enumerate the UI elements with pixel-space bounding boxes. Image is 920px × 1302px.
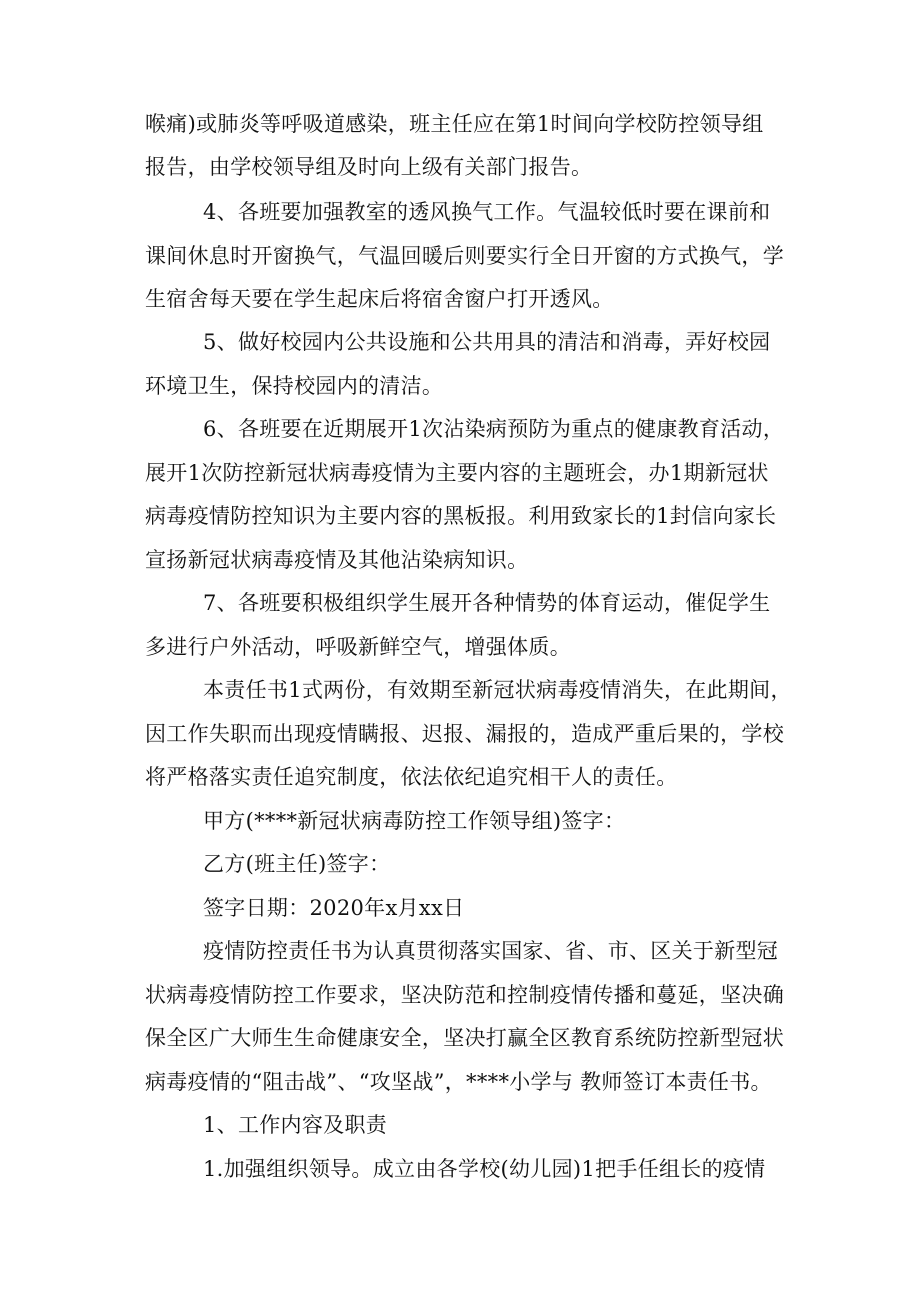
text-line: 宣扬新冠状病毒疫情及其他沾染病知识。 [145, 548, 529, 572]
text-line: 疫情防控责任书为认真贯彻落实国家、省、市、区关于新型冠 [203, 939, 779, 963]
text-line: 因工作失职而出现疫情瞒报、迟报、漏报的，造成严重后果的，学校 [145, 722, 784, 746]
text-line: 报告，由学校领导组及时向上级有关部门报告。 [145, 155, 593, 179]
text-line: 病毒疫情防控知识为主要内容的黑板报。利用致家长的1封信向家长 [145, 504, 777, 528]
text-line: 课间休息时开窗换气，气温回暖后则要实行全日开窗的方式换气，学 [145, 244, 784, 268]
text-line: 展开1次防控新冠状病毒疫情为主要内容的主题班会，办1期新冠状 [145, 461, 769, 485]
text-line: 5、做好校园内公共设施和公共用具的清洁和消毒，弄好校园 [203, 330, 771, 354]
text-line: 喉痛)或肺炎等呼吸道感染，班主任应在第1时间向学校防控领导组 [145, 112, 764, 136]
text-line: 保全区广大师生生命健康安全，坚决打赢全区教育系统防控新型冠状 [145, 1026, 784, 1050]
text-line: 本责任书1式两份，有效期至新冠状病毒疫情消失，在此期间， [203, 678, 792, 702]
text-line: 4、各班要加强教室的透风换气工作。气温较低时要在课前和 [203, 200, 771, 224]
text-line: 乙方(班主任)签字： [203, 852, 391, 876]
text-line: 状病毒疫情防控工作要求，坚决防范和控制疫情传播和蔓延，坚决确 [145, 983, 784, 1007]
text-line: 甲方(****新冠状病毒防控工作领导组)签字： [203, 809, 626, 833]
text-line: 生宿舍每天要在学生起床后将宿舍窗户打开透风。 [145, 287, 614, 311]
text-line: 签字日期：2020年x月xx日 [203, 896, 465, 920]
text-line: 环境卫生，保持校园内的清洁。 [145, 374, 444, 398]
text-line: 1.加强组织领导。成立由各学校(幼儿园)1把手任组长的疫情 [203, 1157, 766, 1181]
text-line: 病毒疫情的“阻击战”、“攻坚战”，****小学与 教师签订本责任书。 [145, 1070, 772, 1094]
text-line: 1、工作内容及职责 [203, 1113, 388, 1137]
text-line: 将严格落实责任追究制度，依法依纪追究相干人的责任。 [145, 765, 678, 789]
text-line: 多进行户外活动，呼吸新鲜空气，增强体质。 [145, 635, 571, 659]
text-line: 6、各班要在近期展开1次沾染病预防为重点的健康教育活动， [203, 417, 785, 441]
text-line: 7、各班要积极组织学生展开各种情势的体育运动，催促学生 [203, 591, 771, 615]
